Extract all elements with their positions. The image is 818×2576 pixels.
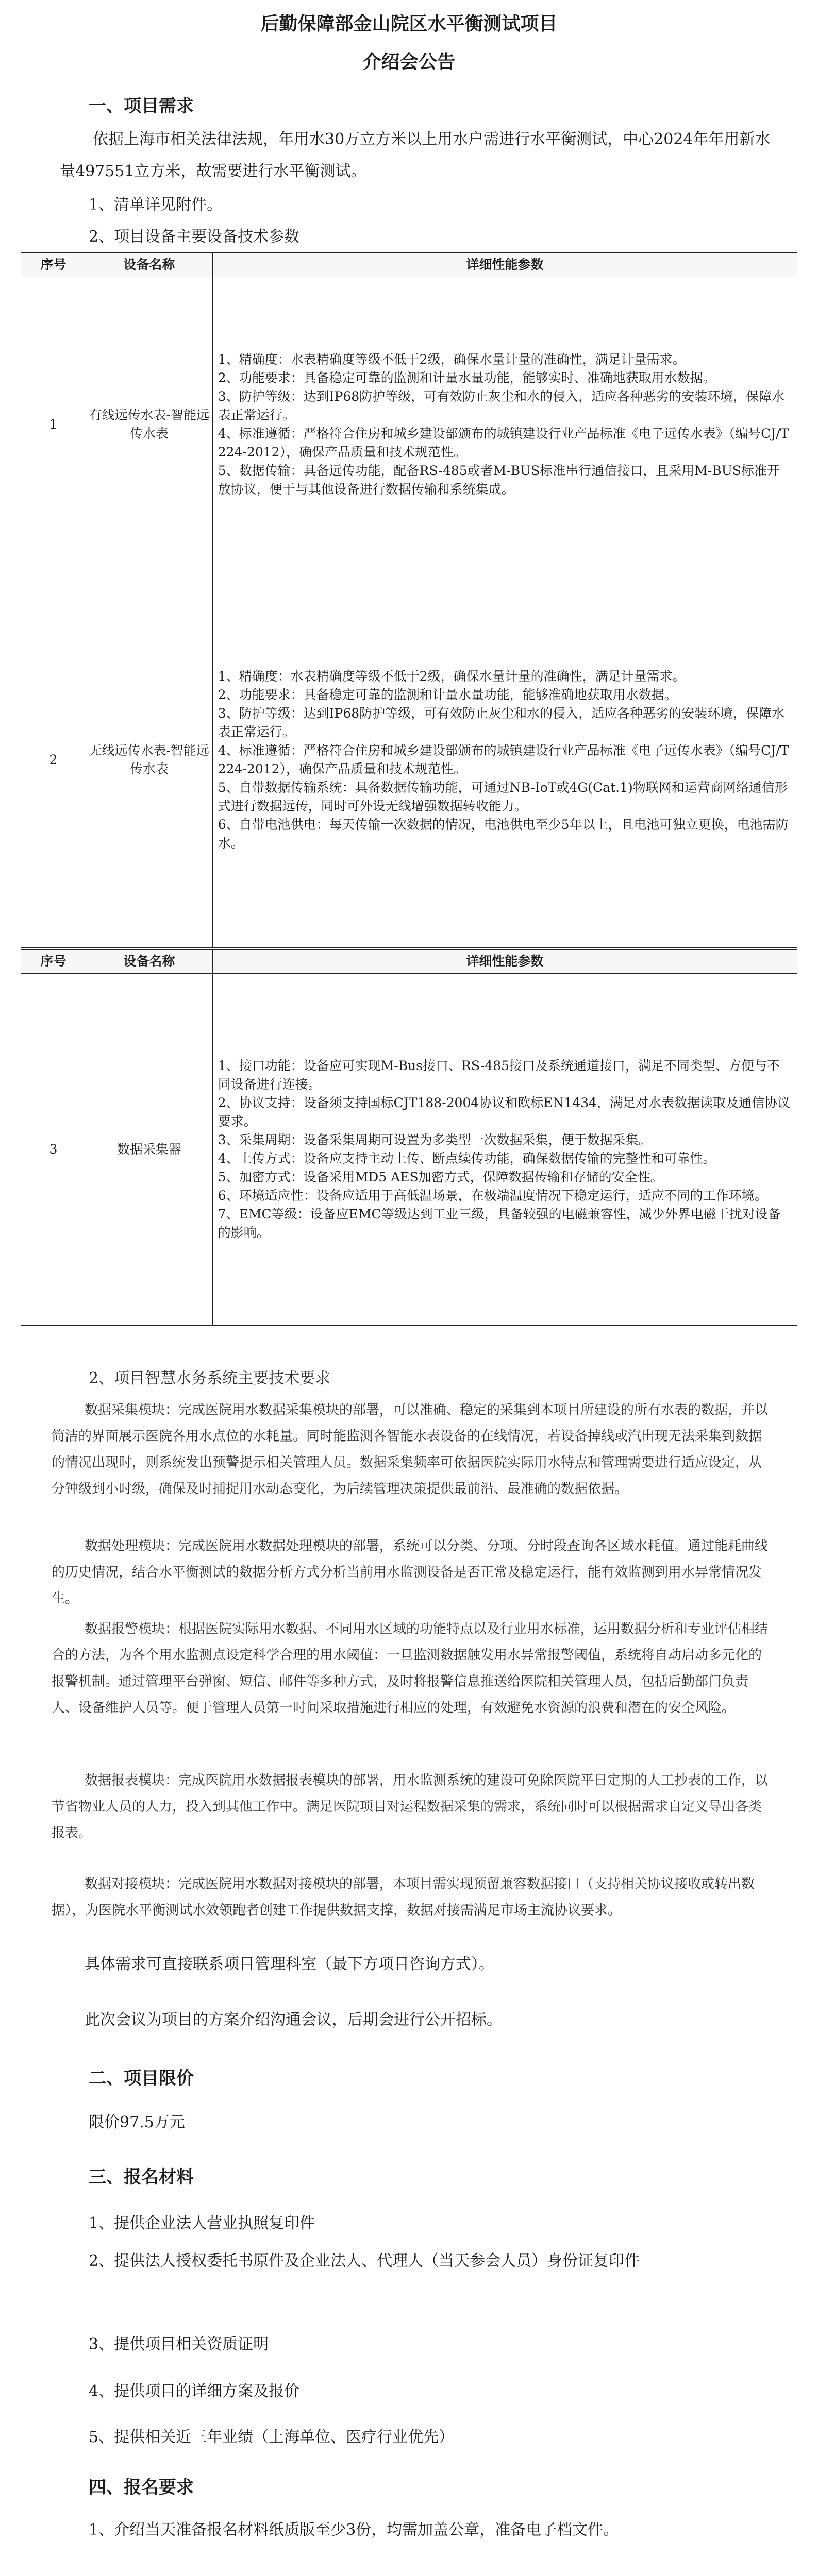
requirement-contact-note: 具体需求可直接联系项目管理科室（最下方项目咨询方式）。 xyxy=(85,1955,494,1973)
device-name: 无线远传水表-智能远传水表 xyxy=(86,572,212,948)
section-4-heading: 四、报名要求 xyxy=(89,2477,194,2498)
column-header-device: 设备名称 xyxy=(86,950,212,974)
requirement-data-processing: 数据处理模块：完成医院用水数据处理模块的部署，系统可以分类、分项、分时段查询各区域水耗值。通过能耗曲线的历史情况，结合水平衡测试的数据分析方式分析当前用水监测设备是否正常及稳定运行，能有效监测到用水异常情况发生。 xyxy=(52,1538,769,1606)
material-item-3: 3、提供项目相关资质证明 xyxy=(89,2335,269,2353)
table-header-row xyxy=(21,253,797,277)
device-spec: 1、精确度：水表精确度等级不低于2级，确保水量计量的准确性，满足计量需求。 2、功能要求：具备稳定可靠的监测和计量水量功能，能够实时、准确地获取用水数据。 3、防护等级：达到IP68防护等级，可有效防止灰尘和水的侵入，适应各种恶劣的安装环境，保障水表正常运行。 4、标准遵循：严格符合住房和城乡建设部颁布的城镇建设行业产品标准《电子远传水表》（编号CJ/T 224-2012），确保产品质量和技术规范性。 5、数据传输：具备远传功能，配备RS-485或者M-BUS标准串行通信接口，且采用M-BUS标准开放协议，便于与其他设备进行数据传输和系统集成。 xyxy=(212,277,797,572)
requirement-data-collection: 数据采集模块：完成医院用水数据采集模块的部署，可以准确、稳定的采集到本项目所建设的所有水表的数据，并以简洁的界面展示医院各用水点位的水耗量。同时能监测各智能水表设备的在线情况，若设备掉线或汽出现无法采集到数据的情况出现时，则系统发出预警提示相关管理人员。数据采集频率可依据医院实际用水特点和管理需要进行适应设定，从分钟级到小时级，确保及时捕捉用水动态变化，为后续管理决策提供最前沿、最准确的数据依据。 xyxy=(52,1402,769,1497)
document-subtitle: 介绍会公告 xyxy=(362,52,456,73)
section-1-intro: 依据上海市相关法律法规，年用水30万立方米以上用水户需进行水平衡测试，中心2024年年用新水量497551立方米，故需要进行水平衡测试。 xyxy=(60,130,771,180)
column-header-device: 设备名称 xyxy=(86,253,212,277)
material-item-5: 5、提供相关近三年业绩（上海单位、医疗行业优先） xyxy=(89,2428,455,2446)
material-item-2: 2、提供法人授权委托书原件及企业法人、代理人（当天参会人员）身份证复印件 xyxy=(89,2252,640,2270)
requirement-data-interface: 数据对接模块：完成医院用水数据对接模块的部署，本项目需实现预留兼容数据接口（支持相关协议接收或转出数据），为医院水平衡测试水效领跑者创建工作提供数据支撑，数据对接需满足市场主流协议要求。 xyxy=(52,1876,755,1918)
requirement-data-alarm: 数据报警模块：根据医院实际用水数据、不同用水区域的功能特点以及行业用水标准，运用数据分析和专业评估相结合的方法，为各个用水监测点设定科学合理的用水阈值：一旦监测数据触发用水异常报警阈值，系统将自动启动多元化的报警机制。通过管理平台弹窗、短信、邮件等多种方式，及时将报警信息推送给医院相关管理人员，包括后勤部门负责人、设备维护人员等。便于管理人员第一时间采取措施进行相应的处理，有效避免水资源的浪费和潜在的安全风险。 xyxy=(52,1621,769,1716)
meeting-purpose-note: 此次会议为项目的方案介绍沟通会议，后期会进行公开招标。 xyxy=(85,2011,502,2029)
table-row xyxy=(21,277,797,572)
column-header-spec: 详细性能参数 xyxy=(212,253,797,277)
section-2-heading: 二、项目限价 xyxy=(89,2068,194,2089)
document-title: 后勤保障部金山院区水平衡测试项目 xyxy=(260,13,558,35)
table-row xyxy=(21,572,797,948)
section-1-item-1: 1、清单详见附件。 xyxy=(89,196,223,214)
requirement-item-1: 1、介绍当天准备报名材料纸质版至少3份，均需加盖公章，准备电子档文件。 xyxy=(89,2521,619,2539)
device-spec: 1、接口功能：设备应可实现M-Bus接口、RS-485接口及系统通道接口，满足不同类型、方便与不同设备进行连接。 2、协议支持：设备须支持国标CJT188-2004协议和欧标EN1434，满足对水表数据读取及通信协议要求。 3、采集周期：设备采集周期可设置为多类型一次数据采集，便于数据采集。 4、上传方式：设备应支持主动上传、断点续传功能，确保数据传输的完整性和可靠性。 5、加密方式：设备采用MD5 AES加密方式，保障数据传输和存储的安全性。 6、环境适应性：设备应适用于高低温场景，在极端温度情况下稳定运行，适应不同的工作环境。 7、EMC等级：设备应EMC等级达到工业三级，具备较强的电磁兼容性，减少外界电磁干扰对设备的影响。 xyxy=(212,974,797,1326)
column-header-no: 序号 xyxy=(21,253,86,277)
system-requirements-heading: 2、项目智慧水务系统主要技术要求 xyxy=(89,1369,331,1387)
device-spec: 1、精确度：水表精确度等级不低于2级，确保水量计量的准确性，满足计量需求。 2、功能要求：具备稳定可靠的监测和计量水量功能，能够准确地获取用水数据。 3、防护等级：达到IP68防护等级，可有效防止灰尘和水的侵入，适应各种恶劣的安装环境，保障水表正常运行。 4、标准遵循：严格符合住房和城乡建设部颁布的城镇建设行业产品标准《电子远传水表》（编号CJ/T 224-2012），确保产品质量和技术规范性。 5、自带数据传输系统：具备数据传输功能，可通过NB-IoT或4G(Cat.1)物联网和运营商网络通信形式进行数据远传，同时可外设无线增强数据转收能力。 6、自带电池供电：每天传输一次数据的情况，电池供电至少5年以上，且电池可独立更换，电池需防水。 xyxy=(212,572,797,948)
requirement-data-report: 数据报表模块：完成医院用水数据报表模块的部署，用水监测系统的建设可免除医院平日定期的人工抄表的工作，以节省物业人员的人力，投入到其他工作中。满足医院项目对运程数据采集的需求，系统同时可以根据需求自定义导出各类报表。 xyxy=(52,1773,769,1841)
column-header-spec: 详细性能参数 xyxy=(212,950,797,974)
price-limit: 限价97.5万元 xyxy=(89,2113,185,2131)
material-item-4: 4、提供项目的详细方案及报价 xyxy=(89,2382,300,2400)
section-1-heading: 一、项目需求 xyxy=(89,96,194,116)
row-number: 1 xyxy=(21,277,86,572)
row-number: 3 xyxy=(21,974,86,1326)
material-item-1: 1、提供企业法人营业执照复印件 xyxy=(89,2214,315,2232)
equipment-spec-table-2 xyxy=(21,949,797,1326)
equipment-spec-table-1 xyxy=(21,252,797,948)
device-name: 数据采集器 xyxy=(86,974,212,1326)
column-header-no: 序号 xyxy=(21,950,86,974)
section-1-item-2: 2、项目设备主要设备技术参数 xyxy=(89,228,300,246)
device-name: 有线远传水表-智能远传水表 xyxy=(86,277,212,572)
section-3-heading: 三、报名材料 xyxy=(89,2167,194,2188)
table-header-row xyxy=(21,950,797,974)
row-number: 2 xyxy=(21,572,86,948)
table-row xyxy=(21,974,797,1326)
